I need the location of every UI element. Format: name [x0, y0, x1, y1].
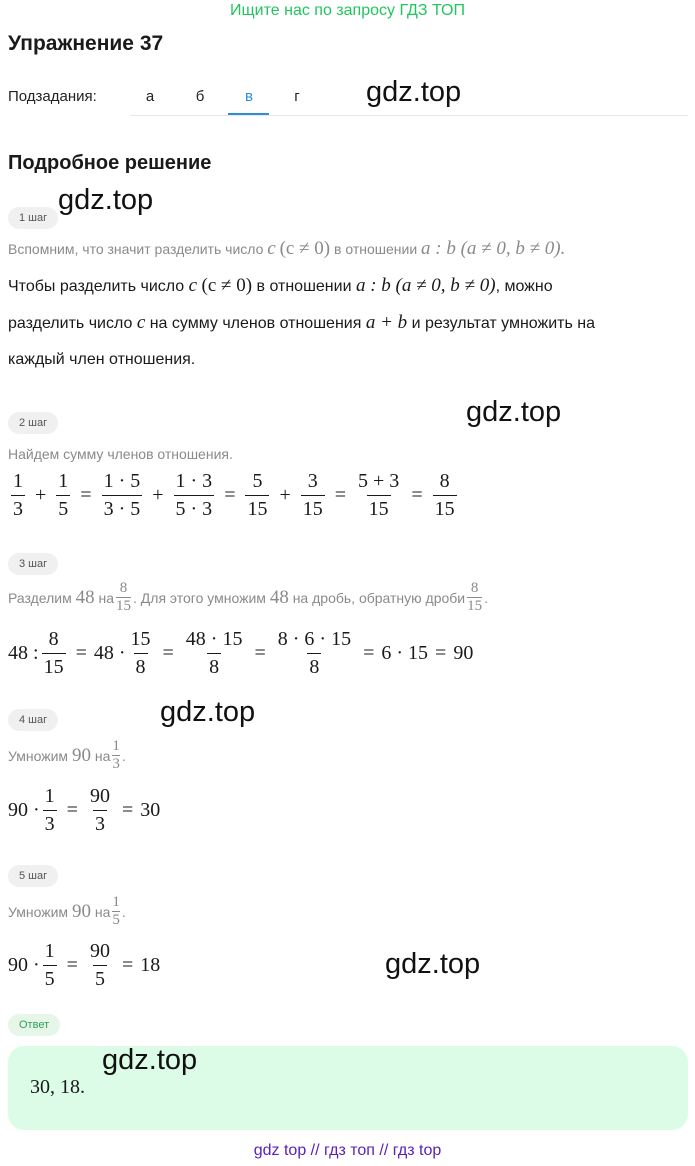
body-text: каждый член отношения.	[8, 351, 196, 368]
step-hint	[8, 238, 565, 260]
hint-text: на	[94, 747, 111, 764]
fraction: $\frac{8}{15}$	[116, 580, 132, 614]
watermark: gdz.top	[58, 184, 154, 216]
hint-text: Умножим	[8, 903, 69, 920]
step-hint	[8, 580, 488, 615]
math-sum: a + b	[365, 312, 408, 333]
watermark: gdz.top	[466, 396, 562, 428]
body-text: разделить число	[8, 315, 133, 332]
tab-v[interactable]: в	[245, 88, 253, 105]
math-c: c	[188, 275, 198, 296]
hint-text: .	[121, 747, 126, 764]
hint-text: .	[121, 903, 126, 920]
hint-text: на	[94, 903, 111, 920]
hint-text: .	[484, 589, 489, 606]
step-chip: 3 шаг	[8, 553, 58, 575]
math-c: c	[267, 238, 276, 259]
search-banner[interactable]: Ищите нас по запросу ГДЗ ТОП	[230, 2, 465, 19]
body-text: Чтобы разделить число	[8, 278, 185, 295]
footer-separator: //	[310, 1142, 320, 1159]
step-hint	[8, 738, 126, 773]
active-tab-indicator	[228, 113, 269, 115]
watermark: gdz.top	[385, 948, 481, 980]
watermark: gdz.top	[366, 76, 462, 108]
footer-separator: //	[379, 1142, 389, 1159]
answer-chip: Ответ	[8, 1014, 60, 1036]
body-text: на сумму членов отношения	[149, 315, 362, 332]
step-hint: Найдем сумму членов отношения.	[8, 446, 233, 462]
math-cond: (c ≠ 0)	[279, 238, 331, 259]
tab-b[interactable]: б	[195, 88, 205, 105]
equation: 90 · $\frac{1}{3}$ = $\frac{90}{3}$ = 30	[8, 785, 161, 835]
body-text: и результат умножить на	[411, 315, 595, 332]
page-title: Упражнение 37	[8, 32, 164, 55]
hint-text: на	[98, 589, 115, 606]
tabs-divider	[130, 115, 688, 116]
math-number: 48	[269, 586, 289, 608]
answer-value: 30, 18.	[30, 1076, 85, 1098]
step-hint	[8, 894, 126, 929]
step-chip: 5 шаг	[8, 865, 58, 887]
step-body	[8, 268, 692, 378]
step-chip: 1 шаг	[8, 207, 58, 229]
hint-text: Умножим	[8, 747, 69, 764]
equation: 90 · $\frac{1}{5}$ = $\frac{90}{5}$ = 18	[8, 940, 161, 990]
tab-a[interactable]: а	[145, 88, 155, 105]
math-cond: (c ≠ 0)	[201, 275, 253, 296]
body-text: , можно	[495, 278, 553, 295]
fraction: $\frac{1}{3}$	[112, 738, 120, 772]
body-text: в отношении	[256, 278, 352, 295]
watermark: gdz.top	[160, 696, 256, 728]
hint-text: на дробь, обратную дроби	[292, 589, 466, 606]
math-ratio: a : b (a ≠ 0, b ≠ 0)	[355, 275, 496, 296]
hint-text: Разделим	[8, 589, 72, 606]
equation: 48 : $\frac{8}{15}$ = 48 · $\frac{15}{8}$ = $\frac{48 \cdot 15}{8}$ = $\frac{8 \cdot 6 \cdot 15}{8}$ = 6 · 15 = 90	[8, 628, 474, 678]
hint-text: . Для этого умножим	[133, 589, 266, 606]
fraction: $\frac{1}{5}$	[112, 894, 120, 928]
math-number: 90	[71, 744, 91, 766]
math-ratio: a : b (a ≠ 0, b ≠ 0).	[421, 238, 566, 259]
equation: $\frac{1}{3}$ + $\frac{1}{5}$ = $\frac{1 \cdot 5}{3 \cdot 5}$ + $\frac{1 \cdot 3}{5 \cdot 3}$ = $\frac{5}{15}$ + $\frac{3}{15}$ = $\frac{5 + 3}{15}$ = $\frac{8}{15}$	[13, 470, 455, 520]
fraction: $\frac{8}{15}$	[467, 580, 483, 614]
step-chip: 2 шаг	[8, 412, 58, 434]
footer-link[interactable]: гдз top	[392, 1142, 442, 1159]
footer-links	[0, 1142, 695, 1160]
tab-g[interactable]: г	[294, 88, 300, 105]
math-c: c	[136, 312, 146, 333]
hint-text: Вспомним, что значит разделить число	[8, 241, 264, 257]
hint-text: в отношении	[334, 241, 418, 257]
footer-link[interactable]: гдз топ	[324, 1142, 375, 1159]
math-number: 90	[71, 900, 91, 922]
section-title: Подробное решение	[8, 152, 212, 174]
math-number: 48	[75, 586, 95, 608]
footer-link[interactable]: gdz top	[253, 1142, 307, 1159]
subtasks-label: Подзадания:	[8, 88, 97, 105]
watermark: gdz.top	[102, 1044, 198, 1076]
step-chip: 4 шаг	[8, 709, 58, 731]
